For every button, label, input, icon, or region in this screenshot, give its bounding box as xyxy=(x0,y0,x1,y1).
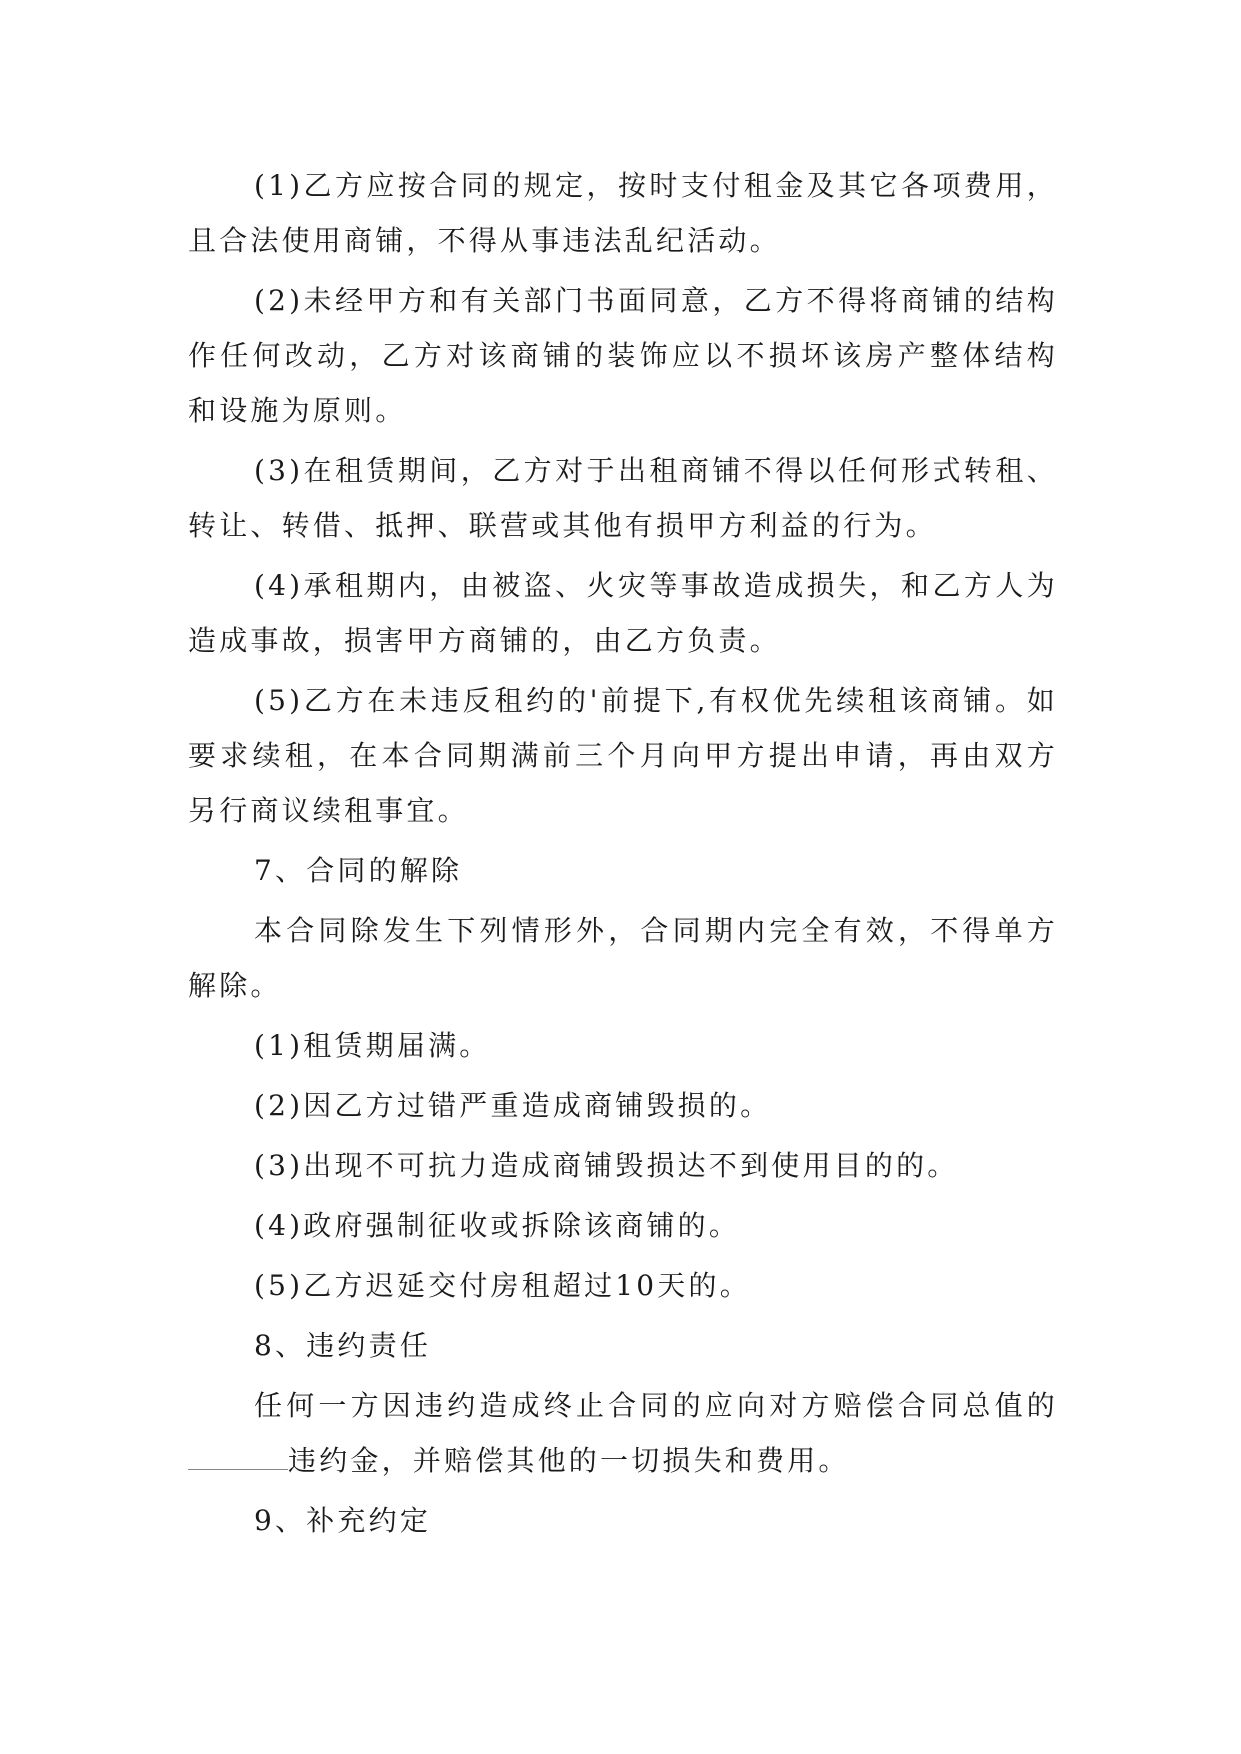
clause-paragraph xyxy=(188,1378,1058,1488)
clause-paragraph: 本合同除发生下列情形外，合同期内完全有效，不得单方解除。 xyxy=(188,914,1058,1002)
list-item: (3)出现不可抗力造成商铺毁损达不到使用目的的。 xyxy=(254,1149,959,1182)
clause-text: 任何一方因违约造成终止合同的应向对方赔偿合同总值的 xyxy=(254,1389,1058,1422)
section-heading: 7、合同的解除 xyxy=(254,854,463,887)
list-item: (4)政府强制征收或拆除该商铺的。 xyxy=(254,1209,741,1242)
document-body xyxy=(188,158,1058,1553)
list-item: (5)乙方迟延交付房租超过10天的。 xyxy=(254,1269,751,1302)
section-heading: 9、补充约定 xyxy=(254,1504,432,1537)
list-item: (1)租赁期届满。 xyxy=(254,1029,491,1062)
list-item: (2)因乙方过错严重造成商铺毁损的。 xyxy=(254,1089,772,1122)
clause-paragraph: (2)未经甲方和有关部门书面同意，乙方不得将商铺的结构作任何改动，乙方对该商铺的装饰应以不损坏该房产整体结构和设施为原则。 xyxy=(188,284,1058,427)
clause-paragraph: (5)乙方在未违反租约的'前提下,有权优先续租该商铺。如要求续租，在本合同期满前三个月向甲方提出申请，再由双方另行商议续租事宜。 xyxy=(188,684,1058,827)
clause-paragraph: (1)乙方应按合同的规定，按时支付租金及其它各项费用，且合法使用商铺，不得从事违法乱纪活动。 xyxy=(188,169,1058,257)
clause-paragraph: (4)承租期内，由被盗、火灾等事故造成损失，和乙方人为造成事故，损害甲方商铺的，由乙方负责。 xyxy=(188,569,1058,657)
clause-text: 违约金，并赔偿其他的一切损失和费用。 xyxy=(288,1444,850,1477)
clause-paragraph: (3)在租赁期间，乙方对于出租商铺不得以任何形式转租、转让、转借、抵押、联营或其他有损甲方利益的行为。 xyxy=(188,454,1058,542)
fill-in-blank xyxy=(188,1439,288,1470)
section-heading: 8、违约责任 xyxy=(254,1329,432,1362)
